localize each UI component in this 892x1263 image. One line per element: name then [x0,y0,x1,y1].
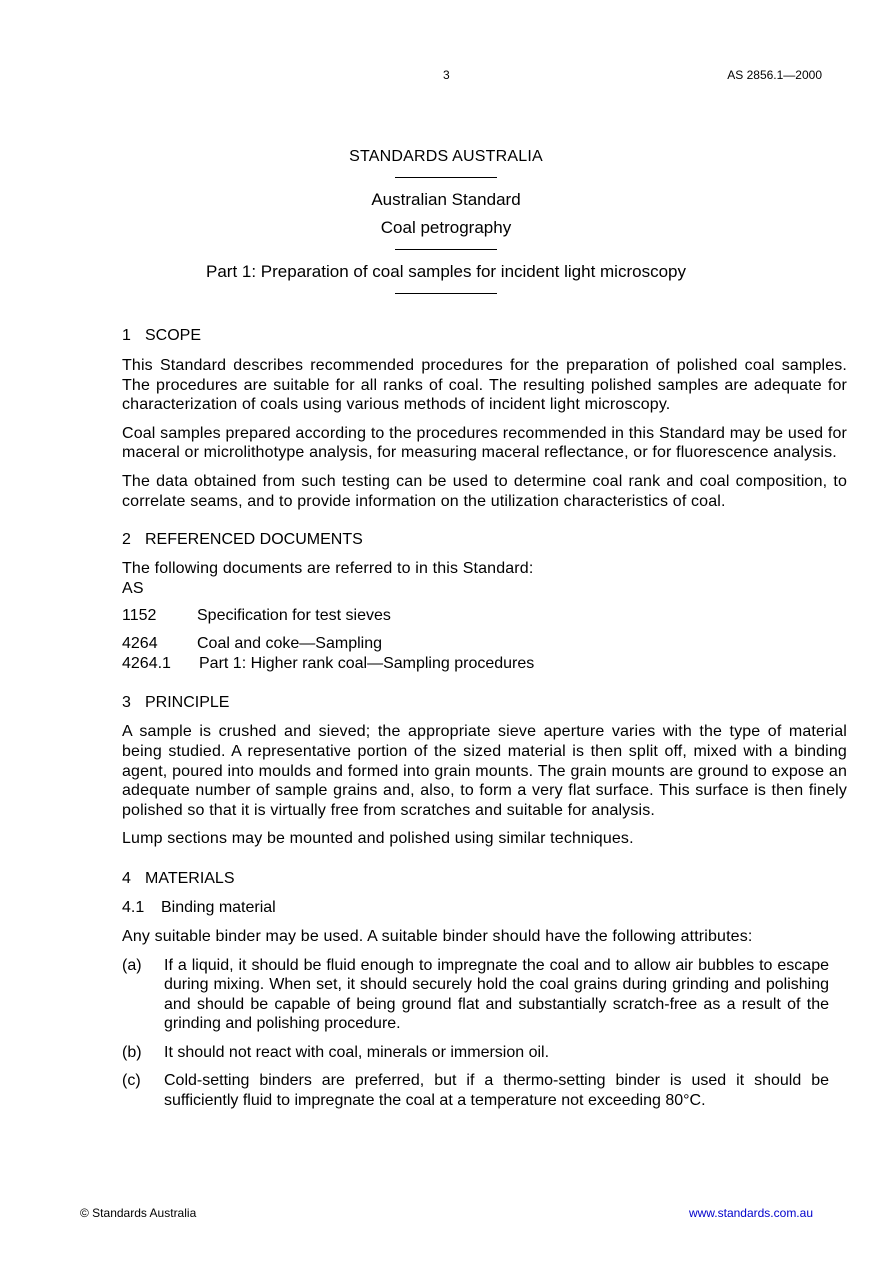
section-number: 3 [122,694,131,712]
reference-code: 4264.1 [122,655,171,673]
list-text: It should not react with coal, minerals or immersion oil. [164,1043,550,1061]
reference-title: Part 1: Higher rank coal—Sampling procedures [199,655,535,673]
paragraph: A sample is crushed and sieved; the appropriate sieve aperture varies with the type of material being studied. A representative portion of the sized material is then split off, mixed with a binding agent, poured into moulds and formed into grain mounts. The grain mounts are ground to expose an adequate number of sample grains and, also, to form a very flat surface. This surface is then finely polished so that it is virtually free from scratches and suitable for analysis. [122,723,847,819]
paragraph: The data obtained from such testing can be used to determine coal rank and coal composition, to correlate seams, and to provide information on the utilization characteristics of coal. [122,472,847,510]
organization-title: STANDARDS AUSTRALIA [349,148,543,165]
subsection-number: 4.1 [122,898,145,916]
section-number: 1 [122,327,131,344]
paragraph: Any suitable binder may be used. A suitable binder should have the following attributes: [122,927,753,945]
section-title: REFERENCED DOCUMENTS [145,531,363,549]
section-number: 2 [122,531,131,549]
list-item [122,1071,847,1110]
title-block [0,148,892,294]
list-item [122,956,847,1034]
section-title: PRINCIPLE [145,694,230,712]
website-link[interactable]: www.standards.com.au [688,1206,813,1220]
section-heading [122,869,847,889]
list-label: (c) [122,1072,141,1090]
page-number: 3 [443,68,450,82]
reference-item [122,634,847,654]
subsection-title: Binding material [161,898,276,916]
standard-subject: Coal petrography [380,218,512,237]
reference-title: Coal and coke—Sampling [197,635,382,653]
reference-title: Specification for test sieves [197,607,391,625]
section-title: SCOPE [145,327,202,344]
section-title: MATERIALS [145,869,235,887]
paragraph: Lump sections may be mounted and polished using similar techniques. [122,830,634,848]
standard-type: Australian Standard [371,190,521,209]
list-item [122,1043,847,1063]
reference-code: 1152 [122,607,157,625]
section-heading [122,326,847,346]
paragraph: The following documents are referred to in this Standard: [122,560,534,578]
list-label: (a) [122,956,142,974]
section-heading [122,530,847,550]
subsection-heading [122,898,847,918]
list-text: If a liquid, it should be fluid enough to impregnate the coal and to allow air bubbles to escape during mixing. When set, it should securely hold the coal grains during grinding and polishing and should be capable of being ground flat and substantially scratch-free as a result of the grinding and polishing procedure. [164,956,829,1033]
list-text: Cold-setting binders are preferred, but if a thermo-setting binder is used it should be sufficiently fluid to impregnate the coal at a temperature not exceeding 80°C. [164,1072,829,1110]
title-divider [395,249,497,250]
part-title: Part 1: Preparation of coal samples for incident light microscopy [205,262,686,281]
list-label: (b) [122,1043,142,1061]
section-heading [122,693,847,713]
title-divider [395,293,497,294]
paragraph: Coal samples prepared according to the procedures recommended in this Standard may be used for maceral or microlithotype analysis, for measuring maceral reflectance, or for fluorescence analysis. [122,424,847,462]
title-divider [395,177,497,178]
paragraph: This Standard describes recommended procedures for the preparation of polished coal samples. The procedures are suitable for all ranks of coal. The resulting polished samples are adequate for characterization of coals using various methods of incident light microscopy. [122,357,847,414]
document-body [122,326,847,1111]
copyright-notice: © Standards Australia [80,1206,197,1220]
reference-item [122,606,847,626]
reference-item [122,654,847,674]
standard-number: AS 2856.1—2000 [727,68,822,82]
section-number: 4 [122,869,131,887]
reference-code: 4264 [122,635,158,653]
reference-prefix: AS [122,579,144,597]
